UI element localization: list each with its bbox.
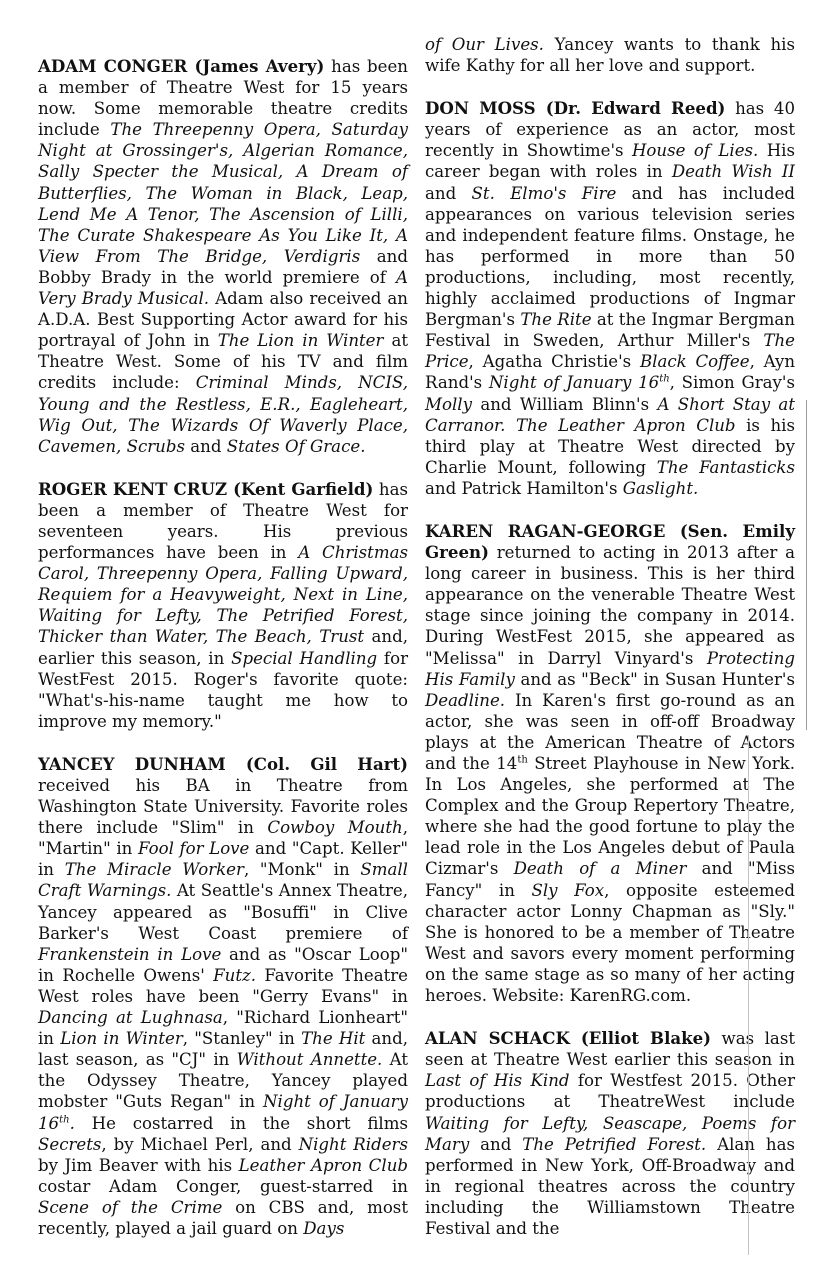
bio-text: , "Richard Lionheart" in [38,1008,408,1049]
bio-text: His career began with roles in [425,141,796,182]
title-text: States Of Grace. [226,436,366,456]
bio-text: has been a member of Theatre West for seventeen years. His previous performances have been in [38,479,408,563]
bio-text: and as "Beck" in Susan Hunter's [514,669,796,689]
title-text: The Fantasticks [656,457,795,477]
bio-text: , Ayn Rand's [425,352,795,393]
bio-text: and has included appearances on various television series and independent feature films. Onstage, he has performed in more than 50 productions, including, most recently, highly acclaimed productions of Ingmar Bergman's [425,183,796,330]
bio-text: and "Miss Fancy" in [425,859,795,900]
bio-text: and [185,436,227,456]
bio-text: was last seen at Theatre West earlier this season in [425,1029,796,1070]
bio-continued [425,34,795,76]
title-text: th [659,373,670,385]
bio-text: costar Adam Conger, guest-starred in [38,1176,408,1196]
right-column [425,34,795,1261]
title-text: House of Lies. [631,141,759,161]
actor-name: ADAM CONGER (James Avery) [38,56,325,76]
title-text: Protecting His Family [425,648,795,689]
actor-name: ALAN SCHACK (Elliot Blake) [425,1028,712,1049]
title-text: The Price [425,331,795,372]
title-text: Special Handling [231,648,378,668]
bio-text: th [517,754,528,766]
title-text: Without Annette. [236,1050,383,1070]
bio-text: returned to acting in 2013 after a long career in business. This is her third appearance on the venerable Theatre West stage since joining the company in 2014. During WestFest 2015, she appeared as "Melissa" in Darryl Vinyard's [425,543,795,668]
bio-text: and Patrick Hamilton's [425,478,623,498]
title-text: The Lion in Winter [217,331,384,351]
title-text: Molly [425,394,472,414]
title-text: Last of His Kind [425,1071,570,1091]
title-text: Death of a Miner [513,859,687,879]
bio-text: In Karen's first go-round as an actor, she was seen in off-off Broadway plays at the American Theatre of Actors and the 14 [425,690,795,773]
bio-text: and [469,1134,523,1154]
scan-artifact-line [806,400,807,730]
actor-name: YANCEY DUNHAM (Col. Gil Hart) [38,753,408,774]
bio-text: , "Martin" in [38,818,408,859]
bio-text: for Westfest 2015. Other productions at TheatreWest include [425,1071,796,1112]
title-text: Criminal Minds, NCIS, Young and the Restless, E.R., Eagleheart, Wig Out, The Wizards Of Waverly Place, Cavemen, Scrubs [38,373,408,456]
title-text: Gaslight. [622,478,699,498]
bio-text: at the Ingmar Bergman Festival in Sweden, Arthur Miller's [425,310,795,351]
bio-text: for WestFest 2015. Roger's favorite quote: "What's-his-name taught me how to improve my memory." [38,648,408,731]
title-text: Dancing at Lughnasa [38,1008,223,1028]
bio-text: Yancey wants to thank his wife Kathy for all her love and support. [425,35,796,76]
title-text: Cowboy Mouth [267,818,403,838]
title-text: of Our Lives. [425,35,544,54]
bio-text: and, earlier this season, in [38,627,408,668]
scan-artifact-line [748,735,749,1255]
bio-text: is his third play at Theatre West directed by Charlie Mount, following [425,415,795,477]
title-text: Night of January 16 [488,373,660,393]
title-text: Secrets [38,1134,102,1154]
title-text: Fool for Love [137,839,250,859]
bio-text: on CBS and, most recently, played a jail guard on [38,1197,408,1238]
title-text: Lion in Winter [60,1029,183,1049]
title-text: Scene of the Crime [38,1197,223,1217]
bio-text: , "Monk" in [243,860,361,880]
bio-text: and Bobby Brady in the world premiere of [38,246,408,287]
bio-text: Alan has performed in New York, Off-Broadway and in regional theatres across the country including the Williamstown Theatre Festival and the [425,1134,795,1238]
bio-text: At the Odyssey Theatre, Yancey played mobster "Guts Regan" in [38,1050,408,1112]
bio-text: and, last season, as "CJ" in [38,1029,408,1070]
bio-text: and William Blinn's [471,394,658,414]
bio-text: Adam also received an A.D.A. Best Supporting Actor award for his portrayal of John in [38,289,408,351]
actor-name: KAREN RAGAN-GEORGE (Sen. Emily Green) [425,520,795,563]
bio-yancey-dunham [38,754,408,1239]
bio-text: at Theatre West. Some of his TV and film credits include: [38,331,409,393]
title-text: Futz. [213,965,257,985]
bio-text: Favorite Theatre West roles have been "Gerry Evans" in [38,965,409,1006]
title-text: The Hit [301,1029,366,1049]
title-text: Night Riders [298,1134,408,1154]
bio-text: He costarred in the short films [74,1113,408,1133]
title-text: The Threepenny Opera, Saturday Night at Grossinger's, Algerian Romance, Sally Specter the Musical, A Dream of Butterflies, The Woman in Black, Leap, Lend Me A Tenor, The Ascension of Lilli, The Curate Shakespeare As You Like It, A View From The Bridge, Verdigris [38,120,408,266]
bio-karen-ragan-george [425,521,795,1006]
bio-text: received his BA in Theatre from Washington State University. Favorite roles there include "Slim" in [38,776,408,838]
bio-text: , by Michael Perl, and [101,1134,299,1154]
title-text: Deadline. [425,690,506,710]
title-text: A Very Brady Musical. [38,267,408,309]
title-text: A Christmas Carol, Threepenny Opera, Falling Upward, Requiem for a Heavyweight, Next in Line, Waiting for Lefty, The Petrified Forest, Thicker than Water, The Beach, Trust [38,543,408,647]
left-column [38,56,408,1261]
title-text: Leather Apron Club [238,1155,408,1175]
title-text: The Miracle Worker [64,860,244,880]
bio-adam-conger [38,56,408,457]
title-text: Death Wish II [671,162,795,182]
bio-text: and as "Oscar Loop" in Rochelle Owens' [38,944,408,985]
actor-name: DON MOSS (Dr. Edward Reed) [425,98,726,119]
bio-text: At Seattle's Annex Theatre, Yancey appeared as "Bosuffi" in Clive Barker's West Coast premiere of [38,881,409,943]
title-text: th [59,1113,70,1125]
bio-text: by Jim Beaver with his [38,1155,239,1175]
title-text: The Rite [520,310,592,330]
title-text: Waiting for Lefty, Seascape, Poems for Mary [425,1113,795,1154]
bio-roger-kent-cruz [38,479,408,732]
title-text: Sly Fox [531,880,605,900]
bio-text: , opposite esteemed character actor Lonny Chapman as "Sly." She is honored to be a member of Theatre West and savors every moment performing on the same stage as so many of her acting heroes. Website: KarenRG.com. [425,880,795,1006]
title-text: Night of January 16 [38,1092,408,1133]
bio-don-moss [425,98,795,499]
bio-text: has 40 years of experience as an actor, most recently in Showtime's [425,99,795,161]
title-text: A Short Stay at Carranor. The Leather Apron Club [425,394,795,435]
title-text: The Petrified Forest. [522,1134,707,1154]
actor-name: ROGER KENT CRUZ (Kent Garfield) [38,478,374,499]
title-text: St. Elmo's Fire [471,183,617,203]
title-text: Days [303,1218,345,1238]
bio-text: and "Capt. Keller" in [38,839,408,880]
title-text: Frankenstein in Love [38,944,222,964]
bio-text: , Agatha Christie's [468,352,640,372]
bio-text: Street Playhouse in New York. In Los Angeles, she performed at The Complex and the Group Repertory Theatre, where she had the good fortune to play the lead role in the Los Angeles debut of Paula Cizmar's [425,754,795,879]
title-text: Black Coffee [639,352,750,372]
bio-alan-schack [425,1028,795,1239]
bio-text: , Simon Gray's [669,373,795,393]
bio-text: and [425,183,472,203]
title-text: . [69,1113,75,1133]
bio-text: has been a member of Theatre West for 15 years now. Some memorable theatre credits include [38,57,408,140]
title-text: Small Craft Warnings. [38,860,408,901]
bio-text: , "Stanley" in [182,1029,302,1049]
